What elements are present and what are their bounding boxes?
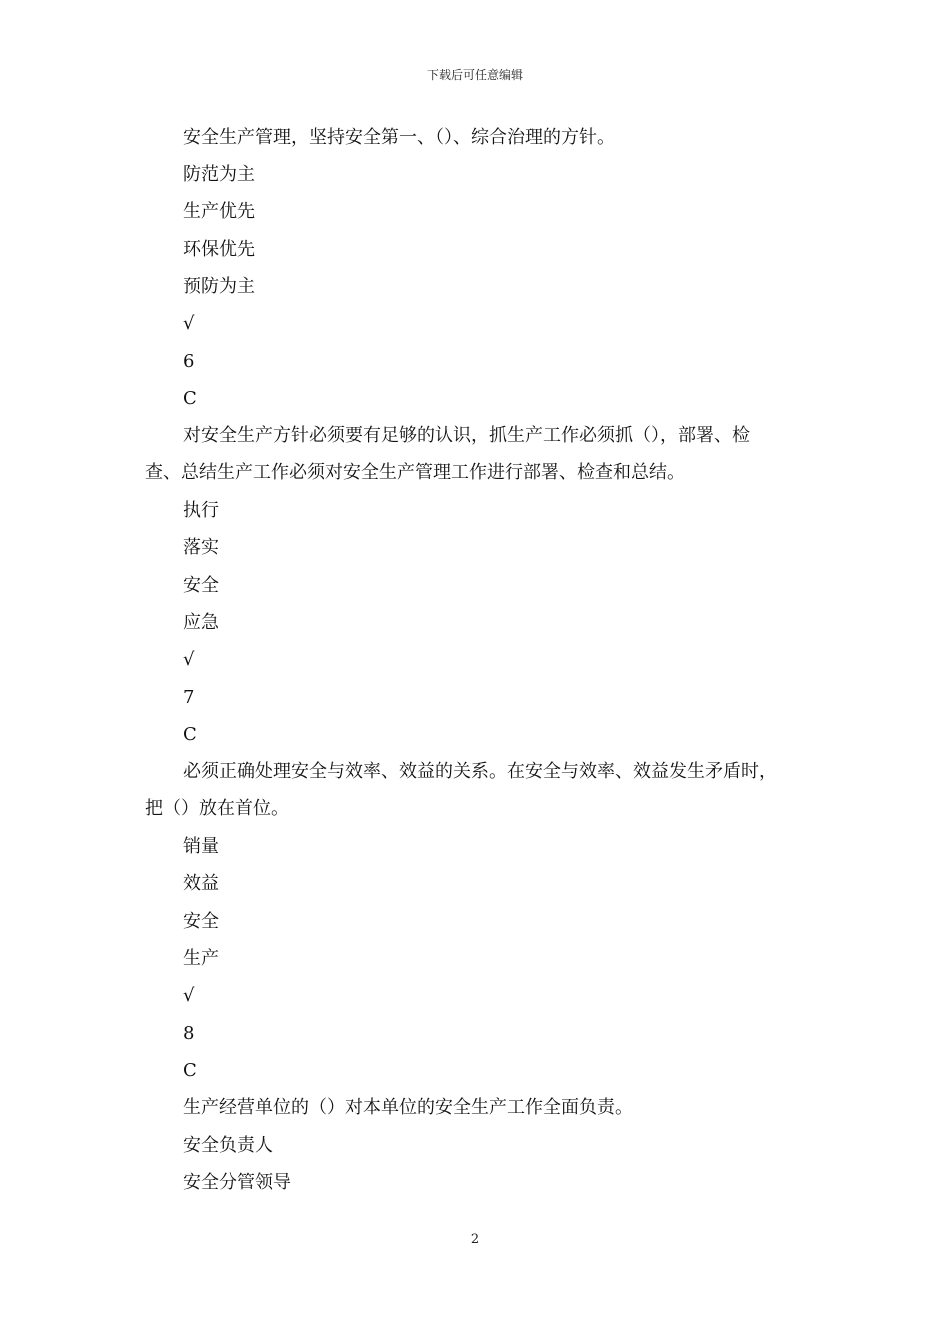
answer-letter: C xyxy=(183,1060,197,1081)
question-2-option-c: 安全 xyxy=(183,575,219,596)
question-3-stem-line-1: 必须正确处理安全与效率、效益的关系。在安全与效率、效益发生矛盾时， xyxy=(183,761,777,782)
question-1-stem: 安全生产管理，坚持安全第一、（）、综合治理的方针。 xyxy=(183,127,615,148)
answer-letter: C xyxy=(183,724,197,745)
question-2-option-d: 应急 xyxy=(183,612,219,633)
question-3-option-b: 效益 xyxy=(183,873,219,894)
question-1-option-a: 防范为主 xyxy=(183,164,255,185)
answer-letter: C xyxy=(183,388,197,409)
question-1-option-d: 预防为主 xyxy=(183,276,255,297)
check-mark: √ xyxy=(183,313,195,334)
question-1-option-b: 生产优先 xyxy=(183,201,255,222)
question-2-option-a: 执行 xyxy=(183,500,219,521)
question-3-stem-line-2: 把（）放在首位。 xyxy=(145,798,289,819)
question-number: 8 xyxy=(183,1023,195,1044)
check-mark: √ xyxy=(183,985,195,1006)
question-2-stem-line-2: 查、总结生产工作必须对安全生产管理工作进行部署、检查和总结。 xyxy=(145,462,685,483)
page-header: 下载后可任意编辑 xyxy=(426,68,523,82)
question-2-stem-line-1: 对安全生产方针必须要有足够的认识，抓生产工作必须抓（），部署、检 xyxy=(183,425,750,446)
question-3-option-c: 安全 xyxy=(183,911,219,932)
question-3-option-a: 销量 xyxy=(183,836,219,857)
question-3-option-d: 生产 xyxy=(183,948,219,969)
question-4-option-b: 安全分管领导 xyxy=(183,1172,291,1193)
check-mark: √ xyxy=(183,649,195,670)
page-number: 2 xyxy=(470,1232,480,1247)
question-1-option-c: 环保优先 xyxy=(183,239,255,260)
question-4-stem: 生产经营单位的（）对本单位的安全生产工作全面负责。 xyxy=(183,1097,633,1118)
question-number: 6 xyxy=(183,351,195,372)
question-4-option-a: 安全负责人 xyxy=(183,1135,273,1156)
question-2-option-b: 落实 xyxy=(183,537,219,558)
question-number: 7 xyxy=(183,687,195,708)
